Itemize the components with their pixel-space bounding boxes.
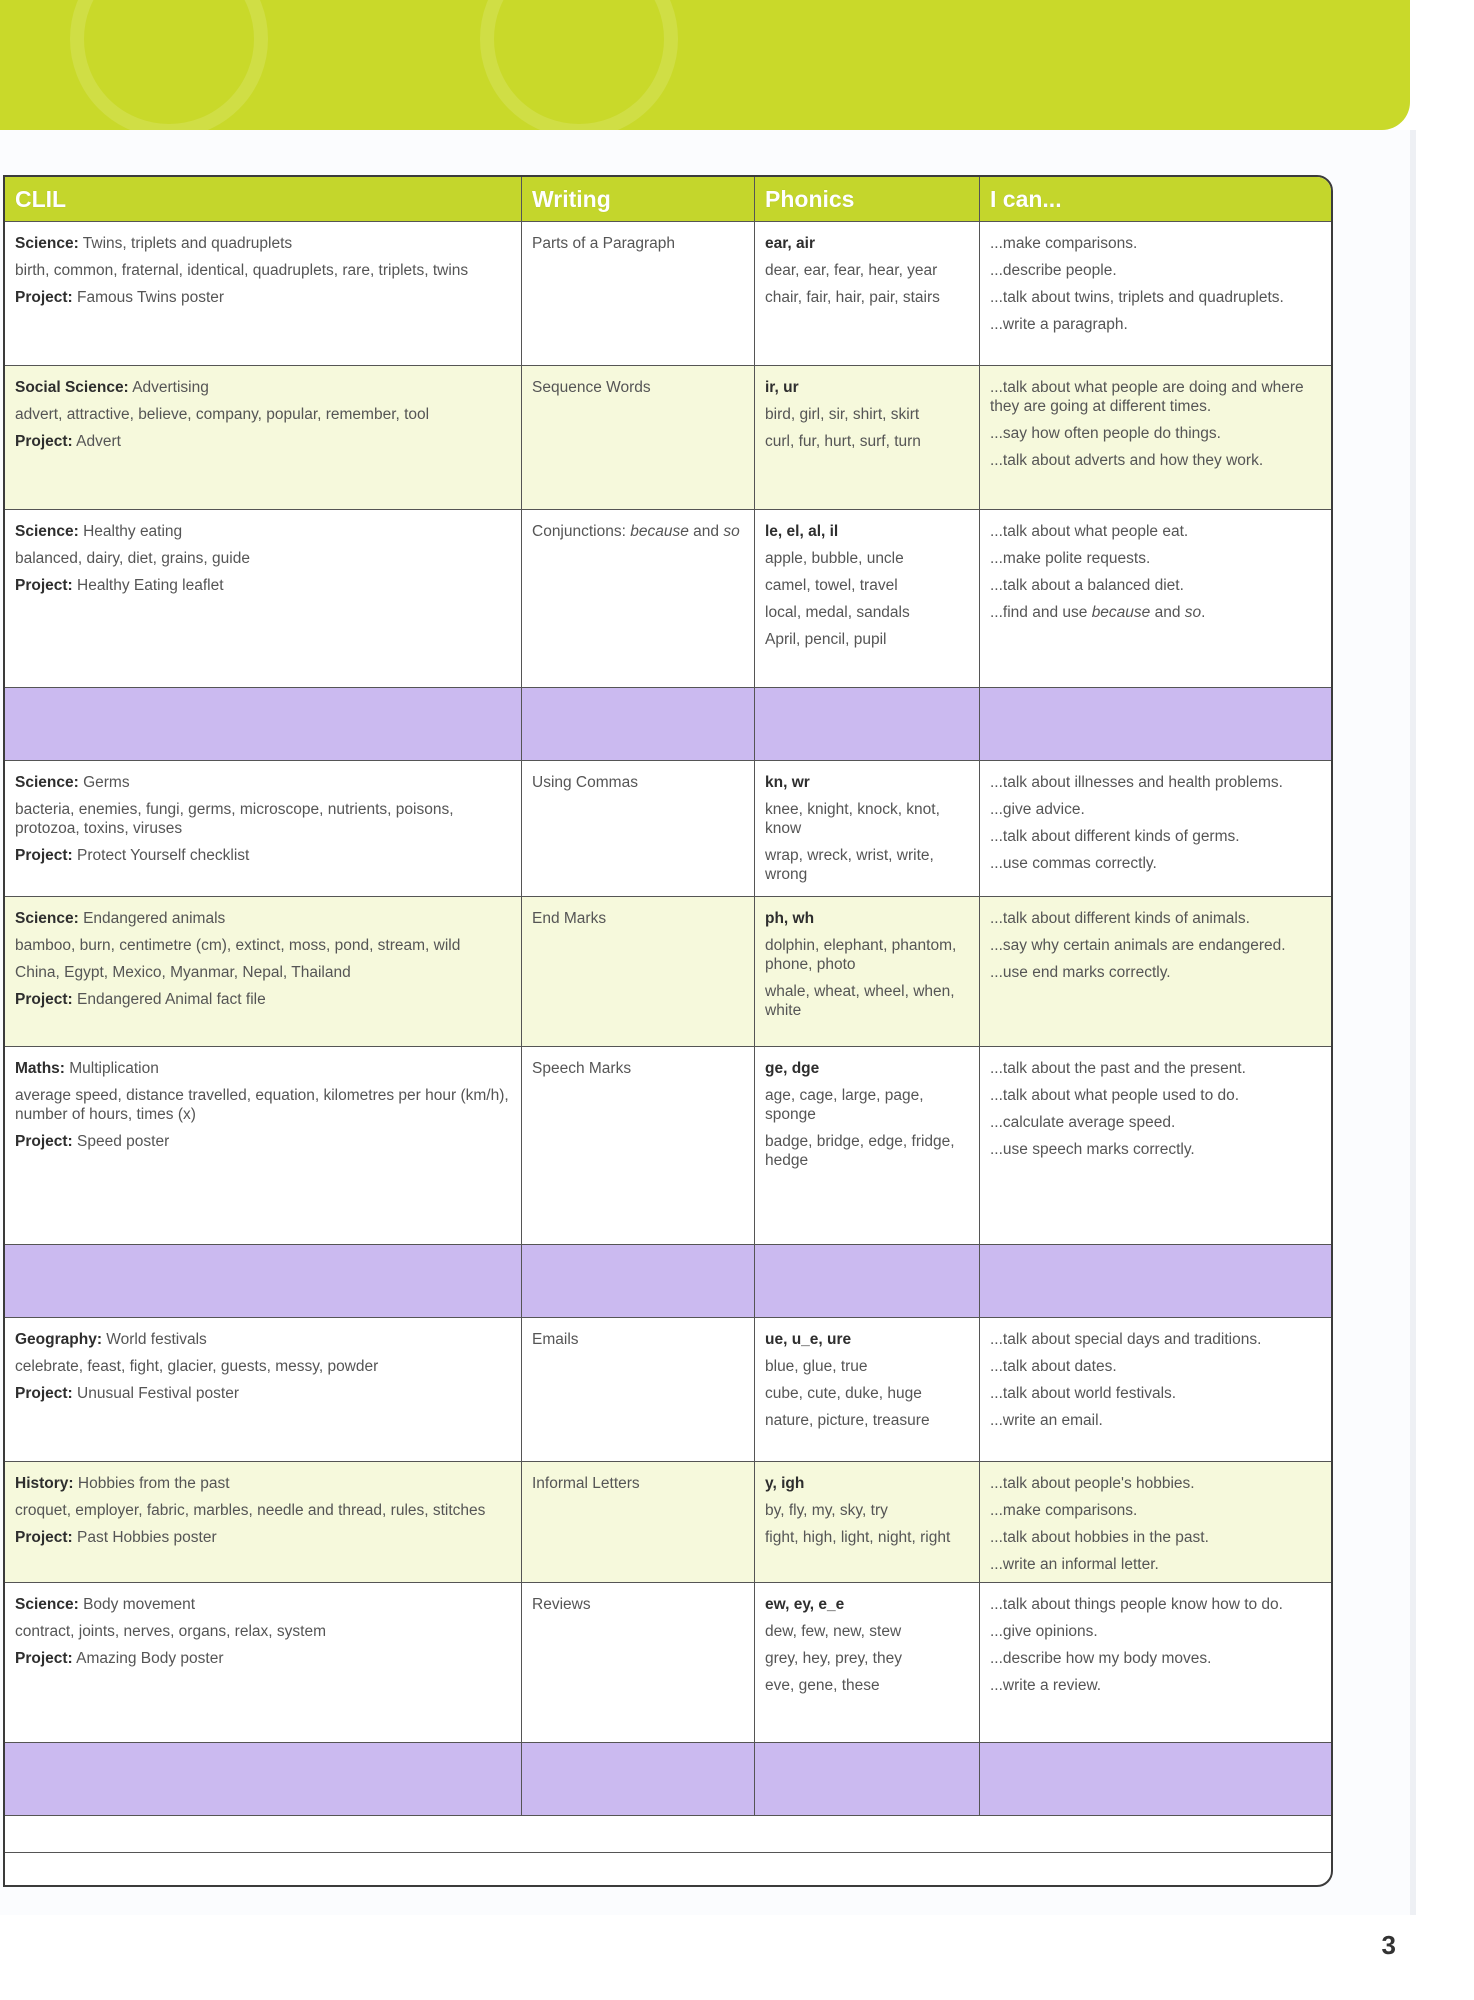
header-writing: Writing (522, 177, 755, 222)
blank-row (5, 1816, 1331, 1853)
clil-subject: Science: (15, 1596, 79, 1613)
phonics-line: whale, wheat, wheel, when, white (765, 983, 955, 1019)
ican-item: ...make comparisons. (990, 1502, 1138, 1519)
phonics-line: dolphin, elephant, phantom, phone, photo (765, 937, 957, 973)
ican-item: ...write a paragraph. (990, 316, 1128, 333)
ican-item: ...calculate average speed. (990, 1114, 1176, 1131)
ican-item: ...talk about different kinds of animals. (990, 910, 1250, 927)
phonics-line: wrap, wreck, wrist, write, wrong (765, 847, 934, 883)
clil-subject: Science: (15, 235, 79, 252)
clil-cell (5, 1047, 522, 1245)
clil-topic: Healthy eating (83, 523, 183, 540)
project-label: Project: (15, 289, 73, 306)
ican-item: ...write a review. (990, 1677, 1102, 1694)
writing-emphasis: because (630, 523, 689, 540)
clil-project: Speed poster (77, 1133, 170, 1150)
phonics-line: camel, towel, travel (765, 577, 898, 594)
phonics-cell (755, 1047, 980, 1245)
clil-cell (5, 510, 522, 688)
table-row (5, 510, 1331, 688)
clil-vocab: average speed, distance travelled, equation, kilometres per hour (km/h), number of hours, times (x) (15, 1087, 509, 1123)
phonics-line: badge, bridge, edge, fridge, hedge (765, 1133, 955, 1169)
writing-cell: Parts of a Paragraph (522, 222, 755, 366)
ican-item: ...say how often people do things. (990, 425, 1221, 442)
ican-item: ...talk about the past and the present. (990, 1060, 1246, 1077)
table-row (5, 897, 1331, 1047)
clil-topic: Germs (83, 774, 130, 791)
phonics-line: nature, picture, treasure (765, 1412, 930, 1429)
clil-subject: History: (15, 1475, 74, 1492)
clil-cell (5, 1583, 522, 1743)
clil-subject: Science: (15, 774, 79, 791)
clil-vocab: bamboo, burn, centimetre (cm), extinct, moss, pond, stream, wild (15, 937, 461, 954)
phonics-head: ge, dge (765, 1060, 820, 1077)
clil-subject: Geography: (15, 1331, 102, 1348)
writing-cell: Using Commas (522, 761, 755, 897)
ican-item: ...talk about different kinds of germs. (990, 828, 1240, 845)
clil-topic: Twins, triplets and quadruplets (82, 235, 293, 252)
clil-subject: Maths: (15, 1060, 65, 1077)
clil-cell (5, 1318, 522, 1462)
phonics-line: chair, fair, hair, pair, stairs (765, 289, 940, 306)
writing-cell: Informal Letters (522, 1462, 755, 1583)
top-banner (0, 0, 1410, 130)
phonics-line: dear, ear, fear, hear, year (765, 262, 938, 279)
phonics-cell (755, 1583, 980, 1743)
phonics-head: y, igh (765, 1475, 805, 1492)
phonics-head: ph, wh (765, 910, 815, 927)
clil-topic: Advertising (132, 379, 209, 396)
phonics-cell (755, 761, 980, 897)
phonics-line: April, pencil, pupil (765, 631, 887, 648)
ican-item: ...describe people. (990, 262, 1117, 279)
clil-subject: Social Science: (15, 379, 129, 396)
phonics-head: ew, ey, e_e (765, 1596, 845, 1613)
clil-project: Amazing Body poster (76, 1650, 224, 1667)
clil-project: Past Hobbies poster (77, 1529, 217, 1546)
page-number: 3 (1381, 1930, 1396, 1960)
clil-vocab: contract, joints, nerves, organs, relax, system (15, 1623, 326, 1640)
unit-divider (5, 1245, 1331, 1318)
unit-divider (5, 1743, 1331, 1816)
table-row (5, 761, 1331, 897)
header-phonics: Phonics (755, 177, 980, 222)
phonics-line: dew, few, new, stew (765, 1623, 902, 1640)
phonics-cell (755, 1318, 980, 1462)
clil-project: Endangered Animal fact file (77, 991, 266, 1008)
header-clil: CLIL (5, 177, 522, 222)
phonics-cell (755, 1462, 980, 1583)
phonics-line: age, cage, large, page, sponge (765, 1087, 924, 1123)
phonics-line: blue, glue, true (765, 1358, 868, 1375)
ican-item: ...use end marks correctly. (990, 964, 1171, 981)
ican-item: ...talk about what people eat. (990, 523, 1189, 540)
table-row (5, 1318, 1331, 1462)
clil-subject: Science: (15, 523, 79, 540)
ican-item: ...talk about illnesses and health problems. (990, 774, 1283, 791)
clil-project: Advert (76, 433, 121, 450)
ican-item: ...write an informal letter. (990, 1556, 1159, 1573)
phonics-line: cube, cute, duke, huge (765, 1385, 922, 1402)
ican-item: ...talk about a balanced diet. (990, 577, 1184, 594)
table-row (5, 1047, 1331, 1245)
ican-item: ...talk about what people are doing and where they are going at different times. (990, 379, 1304, 415)
table-row (5, 366, 1331, 510)
clil-topic: Body movement (83, 1596, 196, 1613)
phonics-cell (755, 222, 980, 366)
ican-cell (980, 897, 1331, 1047)
clil-vocab: balanced, dairy, diet, grains, guide (15, 550, 250, 567)
clil-vocab: advert, attractive, believe, company, popular, remember, tool (15, 406, 430, 423)
project-label: Project: (15, 1385, 73, 1402)
ican-item: ...talk about things people know how to do. (990, 1596, 1283, 1613)
table-row (5, 222, 1331, 366)
clil-topic: World festivals (106, 1331, 207, 1348)
writing-text: Conjunctions: (532, 523, 631, 540)
writing-cell: End Marks (522, 897, 755, 1047)
ican-item: ...talk about people's hobbies. (990, 1475, 1195, 1492)
project-label: Project: (15, 991, 73, 1008)
blank-row (5, 1853, 1331, 1885)
clil-topic: Multiplication (69, 1060, 159, 1077)
project-label: Project: (15, 1529, 73, 1546)
header-ican: I can... (980, 177, 1331, 222)
writing-cell (522, 510, 755, 688)
clil-cell (5, 222, 522, 366)
project-label: Project: (15, 1650, 73, 1667)
ican-cell (980, 1318, 1331, 1462)
ican-cell (980, 366, 1331, 510)
ican-item: ...talk about what people used to do. (990, 1087, 1240, 1104)
clil-project: Healthy Eating leaflet (77, 577, 224, 594)
phonics-line: apple, bubble, uncle (765, 550, 904, 567)
phonics-line: eve, gene, these (765, 1677, 880, 1694)
ican-item: ...talk about adverts and how they work. (990, 452, 1264, 469)
ican-cell (980, 1583, 1331, 1743)
ican-item: ...give advice. (990, 801, 1085, 818)
project-label: Project: (15, 577, 73, 594)
phonics-head: le, el, al, il (765, 523, 839, 540)
ican-cell (980, 510, 1331, 688)
ican-item: ...use commas correctly. (990, 855, 1157, 872)
clil-cell (5, 761, 522, 897)
ican-item: ...make polite requests. (990, 550, 1151, 567)
ican-cell (980, 222, 1331, 366)
clil-project: Protect Yourself checklist (77, 847, 250, 864)
phonics-line: by, fly, my, sky, try (765, 1502, 888, 1519)
unit-divider (5, 688, 1331, 761)
ican-item: ...talk about dates. (990, 1358, 1117, 1375)
ican-cell (980, 761, 1331, 897)
clil-vocab: croquet, employer, fabric, marbles, needle and thread, rules, stitches (15, 1502, 486, 1519)
ican-item: ...talk about world festivals. (990, 1385, 1177, 1402)
clil-vocab: bacteria, enemies, fungi, germs, microscope, nutrients, poisons, protozoa, toxins, viruses (15, 801, 454, 837)
ican-item: ...talk about hobbies in the past. (990, 1529, 1209, 1546)
phonics-head: ear, air (765, 235, 815, 252)
clil-cell (5, 897, 522, 1047)
project-label: Project: (15, 1133, 73, 1150)
writing-cell: Emails (522, 1318, 755, 1462)
clil-vocab: China, Egypt, Mexico, Myanmar, Nepal, Thailand (15, 964, 351, 981)
phonics-line: local, medal, sandals (765, 604, 910, 621)
writing-cell: Reviews (522, 1583, 755, 1743)
clil-vocab: celebrate, feast, fight, glacier, guests, messy, powder (15, 1358, 379, 1375)
table-row (5, 1583, 1331, 1743)
phonics-cell (755, 897, 980, 1047)
phonics-head: ue, u_e, ure (765, 1331, 852, 1348)
ican-item: ...write an email. (990, 1412, 1103, 1429)
clil-vocab: birth, common, fraternal, identical, quadruplets, rare, triplets, twins (15, 262, 469, 279)
writing-emphasis: so (723, 523, 740, 540)
phonics-line: grey, hey, prey, they (765, 1650, 902, 1667)
phonics-head: kn, wr (765, 774, 810, 791)
clil-cell (5, 1462, 522, 1583)
writing-text: and (688, 523, 724, 540)
phonics-cell (755, 510, 980, 688)
clil-topic: Endangered animals (83, 910, 226, 927)
ican-item: ...describe how my body moves. (990, 1650, 1212, 1667)
phonics-line: knee, knight, knock, knot, know (765, 801, 940, 837)
clil-project: Unusual Festival poster (77, 1385, 239, 1402)
project-label: Project: (15, 433, 73, 450)
ican-item: ...talk about twins, triplets and quadruplets. (990, 289, 1284, 306)
writing-cell: Speech Marks (522, 1047, 755, 1245)
project-label: Project: (15, 847, 73, 864)
phonics-cell (755, 366, 980, 510)
ican-cell (980, 1047, 1331, 1245)
clil-cell (5, 366, 522, 510)
ican-item: ...use speech marks correctly. (990, 1141, 1195, 1158)
header-row (5, 177, 1331, 222)
ican-cell (980, 1462, 1331, 1583)
ican-item: ...give opinions. (990, 1623, 1098, 1640)
syllabus-table (3, 175, 1333, 1887)
clil-project: Famous Twins poster (77, 289, 225, 306)
phonics-line: fight, high, light, night, right (765, 1529, 951, 1546)
ican-item: ...say why certain animals are endangered. (990, 937, 1286, 954)
phonics-head: ir, ur (765, 379, 799, 396)
banner-decoration (70, 0, 268, 130)
clil-subject: Science: (15, 910, 79, 927)
ican-item: ...find and use because and so. (990, 604, 1206, 621)
ican-item: ...make comparisons. (990, 235, 1138, 252)
table-row (5, 1462, 1331, 1583)
clil-topic: Hobbies from the past (77, 1475, 230, 1492)
phonics-line: curl, fur, hurt, surf, turn (765, 433, 921, 450)
writing-cell: Sequence Words (522, 366, 755, 510)
phonics-line: bird, girl, sir, shirt, skirt (765, 406, 920, 423)
globe-icon (480, 0, 678, 130)
ican-item: ...talk about special days and traditions. (990, 1331, 1262, 1348)
